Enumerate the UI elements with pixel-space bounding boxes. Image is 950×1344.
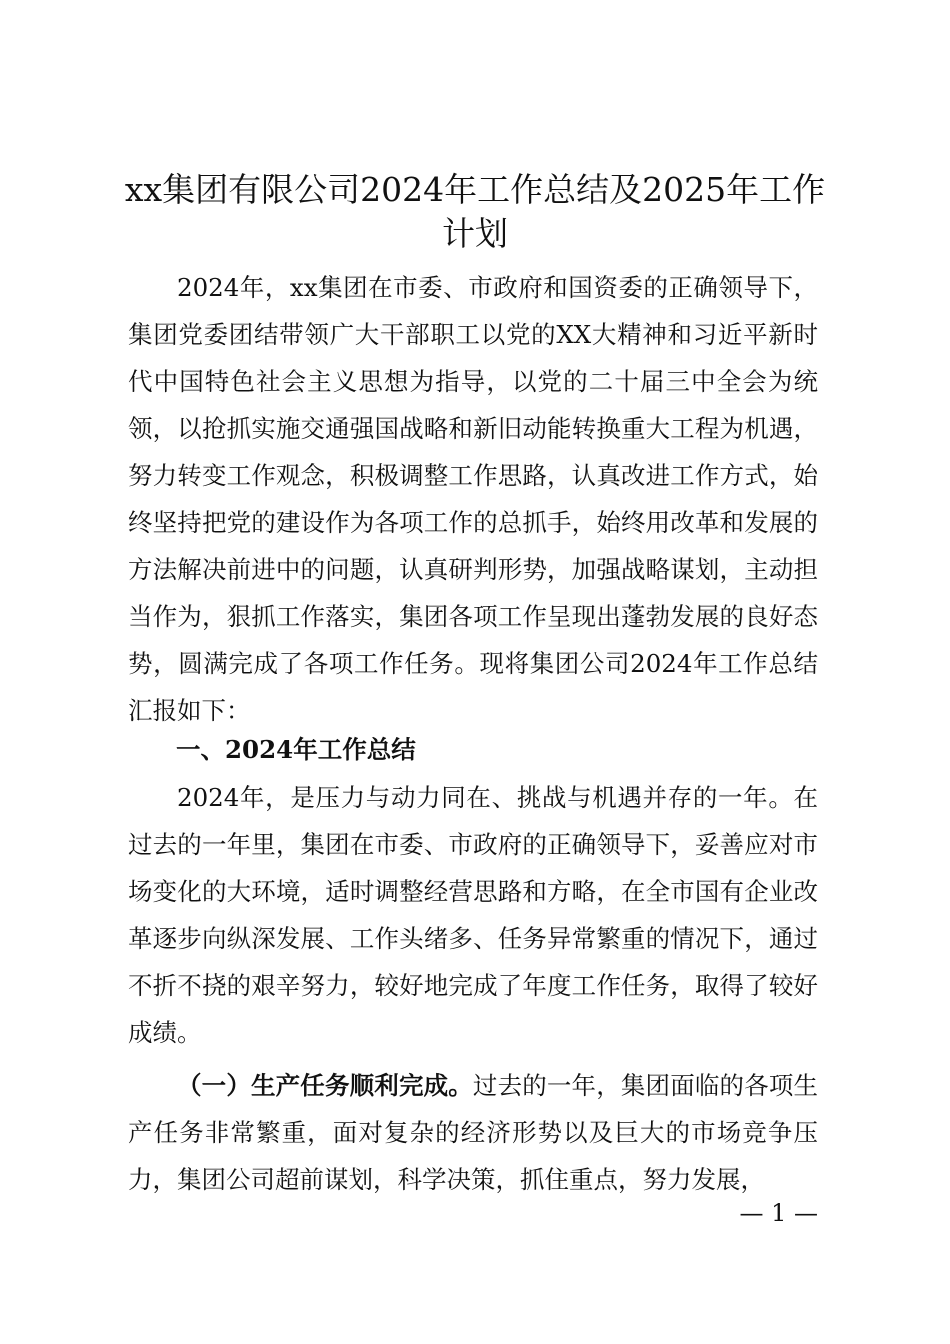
subsection-label: （一）生产任务顺利完成。 (177, 1071, 473, 1100)
section-heading: 一、2024年工作总结 (176, 735, 416, 764)
document-title: xx集团有限公司2024年工作总结及2025年工作计划 (124, 170, 826, 253)
subsection-text: 过去的一年，集团面临的各项生产任务非常繁重，面对复杂的经济形势以及巨大的市场竞争压力，集团公司超前谋划，科学决策，抓住重点，努力发展， (128, 1071, 819, 1194)
subsection-paragraph (128, 1062, 818, 1203)
page-number: — 1 — (739, 1199, 818, 1227)
intro-paragraph: 2024年，xx集团在市委、市政府和国资委的正确领导下，集团党委团结带领广大干部职工以党的XX大精神和习近平新时代中国特色社会主义思想为指导，以党的二十届三中全会为统领，以抢抓实施交通强国战略和新旧动能转换重大工程为机遇，努力转变工作观念，积极调整工作思路，认真改进工作方式，始终坚持把党的建设作为各项工作的总抓手，始终用改革和发展的方法解决前进中的问题，认真研判形势，加强战略谋划，主动担当作为，狠抓工作落实，集团各项工作呈现出蓬勃发展的良好态势，圆满完成了各项工作任务。现将集团公司2024年工作总结汇报如下： (128, 273, 818, 725)
section-paragraph: 2024年，是压力与动力同在、挑战与机遇并存的一年。在过去的一年里，集团在市委、市政府的正确领导下，妥善应对市场变化的大环境，适时调整经营思路和方略，在全市国有企业改革逐步向纵深发展、工作头绪多、任务异常繁重的情况下，通过不折不挠的艰辛努力，较好地完成了年度工作任务，取得了较好成绩。 (128, 783, 818, 1047)
